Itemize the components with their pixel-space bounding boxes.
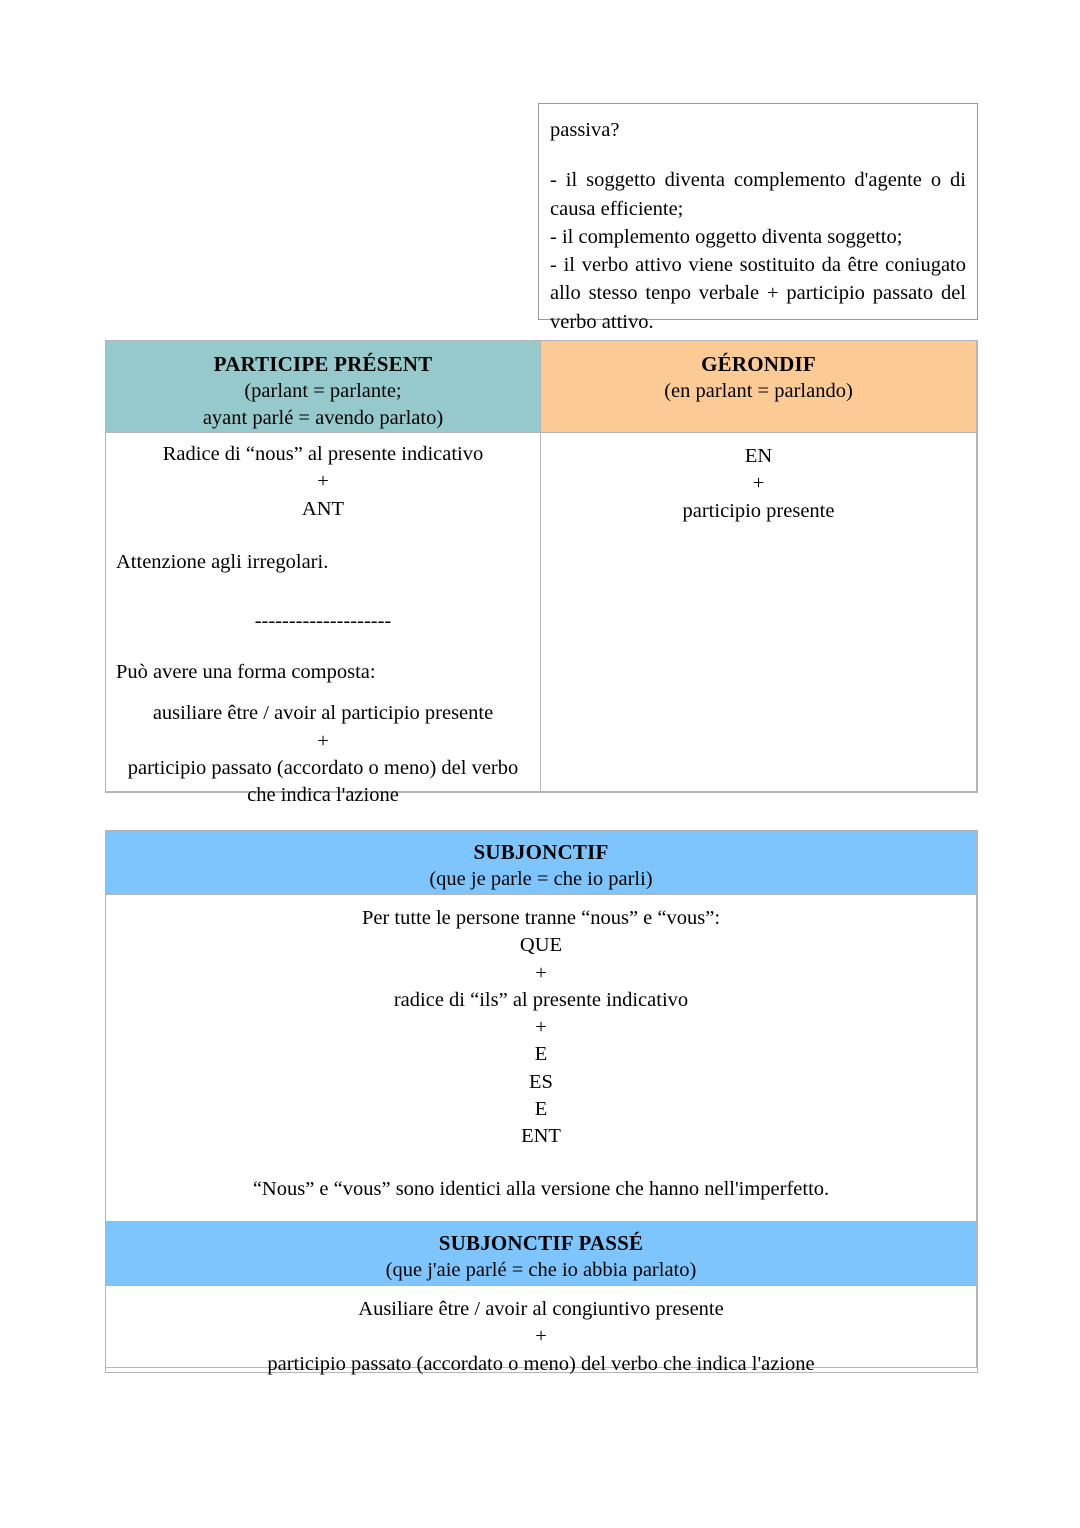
subjonctif-header-cell	[105, 830, 977, 895]
sj-ending-4: ENT	[521, 1125, 561, 1147]
subjonctif-passe-body-row	[106, 1286, 977, 1375]
pp-composta-plus: +	[317, 729, 329, 752]
sjp-plus: +	[535, 1325, 547, 1348]
gerondif-body-cell	[540, 432, 977, 792]
subjonctif-passe-header-cell	[105, 1221, 977, 1286]
participe-present-subtitle-line2: ayant parlé = avendo parlato)	[202, 407, 444, 430]
sjp-line1: Ausiliare être / avoir al congiuntivo presente	[358, 1298, 724, 1320]
pp-composta-intro: Può avere una forma composta:	[116, 661, 376, 683]
subjonctif-passe-title: SUBJONCTIF PASSÉ	[438, 1231, 644, 1255]
passiva-question: passiva?	[550, 119, 620, 141]
passiva-bullet-3: - il verbo attivo viene sostituito da être coniugato allo stesso tenpo verbale + participio passato del verbo attivo.	[550, 254, 966, 333]
passiva-bullet-2: - il complemento oggetto diventa soggetto;	[550, 225, 903, 248]
subjonctif-body-cell	[105, 894, 977, 1222]
sj-plus-1: +	[535, 961, 547, 984]
participe-present-subtitle-line1: (parlant = parlante;	[244, 380, 402, 403]
participe-present-title: PARTICIPE PRÉSENT	[213, 352, 433, 376]
subjonctif-passe-header-row	[106, 1222, 977, 1286]
sj-ending-3: E	[534, 1097, 548, 1120]
ger-formula-line1: EN	[744, 445, 773, 467]
ger-formula-line2: participio presente	[682, 499, 835, 522]
sj-ending-1: E	[534, 1043, 548, 1066]
pp-note-irregolari: Attenzione agli irregolari.	[116, 550, 329, 573]
gerondif-subtitle-line1: (en parlant = parlando)	[664, 380, 853, 403]
subjonctif-subtitle: (que je parle = che io parli)	[429, 868, 653, 891]
subjonctif-body-row	[106, 895, 977, 1222]
subjonctif-header-row	[106, 831, 977, 895]
pp-composta-line2: participio passato (accordato o meno) del verbo	[127, 756, 519, 779]
pp-spacer-3	[116, 633, 530, 659]
sj-radice: radice di “ils” al presente indicativo	[393, 988, 689, 1011]
pp-divider: --------------------	[254, 610, 392, 632]
subjonctif-table	[105, 830, 978, 1373]
subjonctif-title: SUBJONCTIF	[473, 840, 609, 864]
sj-que: QUE	[519, 934, 563, 957]
gerondif-header-cell	[540, 340, 977, 433]
passiva-bullet-1: - il soggetto diventa complemento d'agente o di causa efficiente;	[550, 169, 966, 220]
sj-spacer-1	[116, 1150, 966, 1176]
ger-formula-plus: +	[752, 472, 765, 495]
sj-ending-2: ES	[529, 1070, 553, 1093]
participe-present-gerondif-table	[105, 340, 978, 806]
passiva-info-box	[538, 103, 978, 333]
pp-spacer-4	[116, 686, 530, 700]
participe-body-row	[106, 433, 977, 806]
participe-present-body-cell	[105, 432, 541, 806]
sjp-line2: participio passato (accordato o meno) del verbo che indica l'azione	[267, 1352, 815, 1375]
subjonctif-passe-body-cell	[105, 1285, 977, 1375]
sj-nous-vous-note: “Nous” e “vous” sono identici alla versione che hanno nell'imperfetto.	[252, 1178, 830, 1201]
pp-formula-line1: Radice di “nous” al presente indicativo	[162, 443, 484, 465]
pp-formula-plus-1: +	[317, 470, 329, 493]
pp-spacer-1	[116, 523, 530, 549]
participe-present-header-cell	[105, 340, 541, 433]
subjonctif-passe-subtitle: (que j'aie parlé = che io abbia parlato)	[385, 1259, 697, 1282]
sj-intro: Per tutte le persone tranne “nous” e “vous”:	[361, 907, 721, 929]
passiva-spacer	[550, 144, 966, 166]
sj-plus-2: +	[535, 1016, 547, 1038]
gerondif-title: GÉRONDIF	[701, 352, 816, 376]
pp-composta-line3: che indica l'azione	[247, 784, 399, 806]
pp-composta-line1: ausiliare être / avoir al participio presente	[152, 702, 494, 725]
pp-spacer-2	[116, 576, 530, 610]
pp-formula-line2: ANT	[301, 497, 345, 520]
participe-header-row	[106, 341, 977, 433]
